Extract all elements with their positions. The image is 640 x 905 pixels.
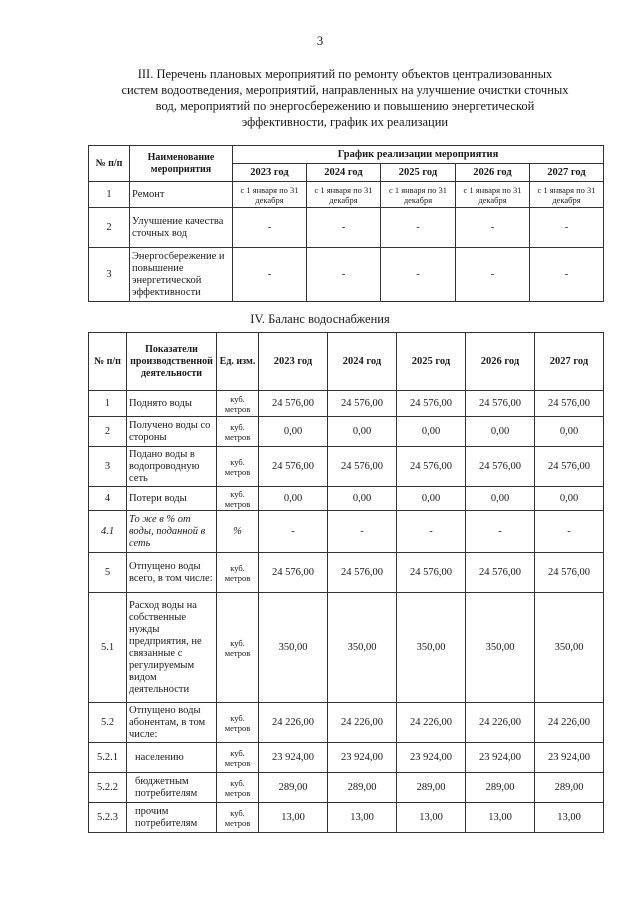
row-value: 23 924,00 xyxy=(259,743,328,773)
row-value: 24 576,00 xyxy=(535,447,604,487)
table-row xyxy=(89,703,604,743)
table-row xyxy=(89,593,604,703)
header-year: 2023 год xyxy=(233,164,307,182)
row-value: 24 576,00 xyxy=(328,553,397,593)
table-row xyxy=(89,553,604,593)
row-value: 24 576,00 xyxy=(535,553,604,593)
section-3-title xyxy=(100,66,590,130)
header-indicator: Показатели производственной деятельности xyxy=(127,333,217,391)
row-value: 350,00 xyxy=(259,593,328,703)
row-unit: куб. метров xyxy=(217,417,259,447)
section-3-title-line: эффективности, график их реализации xyxy=(241,115,449,129)
row-unit: куб. метров xyxy=(217,703,259,743)
row-cell: с 1 января по 31 декабря xyxy=(381,182,456,208)
row-cell: - xyxy=(307,208,381,248)
table-row xyxy=(89,417,604,447)
section-4-title: IV. Баланс водоснабжения xyxy=(250,312,390,326)
header-year: 2027 год xyxy=(530,164,604,182)
page-number: 3 xyxy=(316,33,324,48)
table-row xyxy=(89,773,604,803)
row-cell: - xyxy=(381,208,456,248)
row-unit: куб. метров xyxy=(217,803,259,833)
row-value: 0,00 xyxy=(397,487,466,511)
row-value: 289,00 xyxy=(466,773,535,803)
row-cell: - xyxy=(530,208,604,248)
table-row xyxy=(89,447,604,487)
row-value: 24 226,00 xyxy=(259,703,328,743)
row-num: 5 xyxy=(89,553,127,593)
row-unit: куб. метров xyxy=(217,773,259,803)
table-row xyxy=(89,803,604,833)
row-value: 289,00 xyxy=(328,773,397,803)
row-num: 5.2.3 xyxy=(89,803,127,833)
row-value: 24 576,00 xyxy=(466,447,535,487)
table-row xyxy=(89,208,604,248)
row-num: 2 xyxy=(89,417,127,447)
row-unit: куб. метров xyxy=(217,391,259,417)
row-indicator: Поднято воды xyxy=(127,391,217,417)
row-value: 350,00 xyxy=(466,593,535,703)
row-cell: с 1 января по 31 декабря xyxy=(530,182,604,208)
row-num: 4 xyxy=(89,487,127,511)
row-name: Ремонт xyxy=(130,182,233,208)
header-measure-name: Наименование мероприятия xyxy=(130,146,233,182)
row-indicator: Потери воды xyxy=(127,487,217,511)
row-indicator: прочим потребителям xyxy=(127,803,217,833)
header-year: 2026 год xyxy=(456,164,530,182)
measures-schedule-table xyxy=(88,145,604,302)
row-value: 24 576,00 xyxy=(259,447,328,487)
row-unit: куб. метров xyxy=(217,487,259,511)
header-year: 2024 год xyxy=(328,333,397,391)
row-indicator: Получено воды со стороны xyxy=(127,417,217,447)
row-value: 24 576,00 xyxy=(328,391,397,417)
table-row xyxy=(89,511,604,553)
table-row xyxy=(89,391,604,417)
row-name: Улучшение качества сточных вод xyxy=(130,208,233,248)
row-value: 0,00 xyxy=(466,487,535,511)
row-value: 24 576,00 xyxy=(397,447,466,487)
row-value: 13,00 xyxy=(328,803,397,833)
header-year: 2026 год xyxy=(466,333,535,391)
row-value: 23 924,00 xyxy=(535,743,604,773)
row-value: 13,00 xyxy=(259,803,328,833)
header-year: 2027 год xyxy=(535,333,604,391)
table-row xyxy=(89,487,604,511)
row-value: - xyxy=(259,511,328,553)
row-value: 24 226,00 xyxy=(397,703,466,743)
row-value: 0,00 xyxy=(328,417,397,447)
row-indicator: населению xyxy=(127,743,217,773)
row-cell: - xyxy=(233,248,307,302)
row-unit: % xyxy=(217,511,259,553)
row-value: 350,00 xyxy=(397,593,466,703)
row-value: 24 576,00 xyxy=(397,391,466,417)
row-unit: куб. метров xyxy=(217,593,259,703)
row-value: 0,00 xyxy=(397,417,466,447)
row-num: 4.1 xyxy=(89,511,127,553)
row-value: 24 576,00 xyxy=(397,553,466,593)
section-3-title-line: вод, мероприятий по энергосбережению и повышению энергетической xyxy=(155,99,535,113)
row-num: 3 xyxy=(89,447,127,487)
row-cell: - xyxy=(307,248,381,302)
row-value: - xyxy=(466,511,535,553)
row-cell: с 1 января по 31 декабря xyxy=(456,182,530,208)
row-value: 23 924,00 xyxy=(397,743,466,773)
row-value: 350,00 xyxy=(535,593,604,703)
row-cell: - xyxy=(530,248,604,302)
header-year: 2025 год xyxy=(381,164,456,182)
row-value: 0,00 xyxy=(259,487,328,511)
row-value: 0,00 xyxy=(328,487,397,511)
row-cell: - xyxy=(456,248,530,302)
row-value: 23 924,00 xyxy=(328,743,397,773)
row-cell: - xyxy=(381,248,456,302)
header-num: № п/п xyxy=(89,333,127,391)
row-value: 289,00 xyxy=(535,773,604,803)
row-num: 5.2 xyxy=(89,703,127,743)
header-unit: Ед. изм. xyxy=(217,333,259,391)
row-value: 24 576,00 xyxy=(259,553,328,593)
row-value: 24 576,00 xyxy=(259,391,328,417)
row-value: 24 226,00 xyxy=(328,703,397,743)
row-value: - xyxy=(328,511,397,553)
row-num: 5.2.1 xyxy=(89,743,127,773)
row-value: 13,00 xyxy=(466,803,535,833)
row-cell: - xyxy=(456,208,530,248)
row-num: 5.2.2 xyxy=(89,773,127,803)
row-value: 0,00 xyxy=(259,417,328,447)
header-year: 2025 год xyxy=(397,333,466,391)
row-num: 1 xyxy=(89,182,130,208)
row-value: 289,00 xyxy=(259,773,328,803)
row-num: 1 xyxy=(89,391,127,417)
table-row xyxy=(89,248,604,302)
row-indicator: Отпущено воды всего, в том числе: xyxy=(127,553,217,593)
row-value: 24 576,00 xyxy=(328,447,397,487)
row-value: 289,00 xyxy=(397,773,466,803)
table-row xyxy=(89,743,604,773)
table-row xyxy=(89,182,604,208)
row-indicator: Подано воды в водопроводную сеть xyxy=(127,447,217,487)
row-value: 0,00 xyxy=(535,487,604,511)
section-3-title-line: III. Перечень плановых мероприятий по ремонту объектов централизованных xyxy=(137,67,553,81)
row-cell: - xyxy=(233,208,307,248)
row-value: 0,00 xyxy=(535,417,604,447)
row-unit: куб. метров xyxy=(217,743,259,773)
row-value: 24 226,00 xyxy=(535,703,604,743)
header-num: № п/п xyxy=(89,146,130,182)
row-value: 13,00 xyxy=(535,803,604,833)
row-indicator: Отпущено воды абонентам, в том числе: xyxy=(127,703,217,743)
row-value: - xyxy=(397,511,466,553)
row-indicator: Расход воды на собственные нужды предприятия, не связанные с регулируемым видом деятельности xyxy=(127,593,217,703)
row-value: 24 576,00 xyxy=(466,391,535,417)
row-unit: куб. метров xyxy=(217,553,259,593)
header-year: 2023 год xyxy=(259,333,328,391)
row-num: 5.1 xyxy=(89,593,127,703)
row-indicator: бюджетным потребителям xyxy=(127,773,217,803)
row-num: 2 xyxy=(89,208,130,248)
row-value: 24 576,00 xyxy=(466,553,535,593)
row-indicator: То же в % от воды, поданной в сеть xyxy=(127,511,217,553)
row-value: 350,00 xyxy=(328,593,397,703)
row-value: 0,00 xyxy=(466,417,535,447)
row-value: 24 576,00 xyxy=(535,391,604,417)
row-cell: с 1 января по 31 декабря xyxy=(233,182,307,208)
row-num: 3 xyxy=(89,248,130,302)
water-balance-table xyxy=(88,332,604,833)
row-value: - xyxy=(535,511,604,553)
row-cell: с 1 января по 31 декабря xyxy=(307,182,381,208)
header-schedule: График реализации мероприятия xyxy=(233,146,604,164)
section-3-title-line: систем водоотведения, мероприятий, направленных на улучшение очистки сточных xyxy=(121,83,569,97)
row-name: Энергосбережение и повышение энергетической эффективности xyxy=(130,248,233,302)
header-year: 2024 год xyxy=(307,164,381,182)
row-value: 13,00 xyxy=(397,803,466,833)
row-value: 24 226,00 xyxy=(466,703,535,743)
row-unit: куб. метров xyxy=(217,447,259,487)
row-value: 23 924,00 xyxy=(466,743,535,773)
